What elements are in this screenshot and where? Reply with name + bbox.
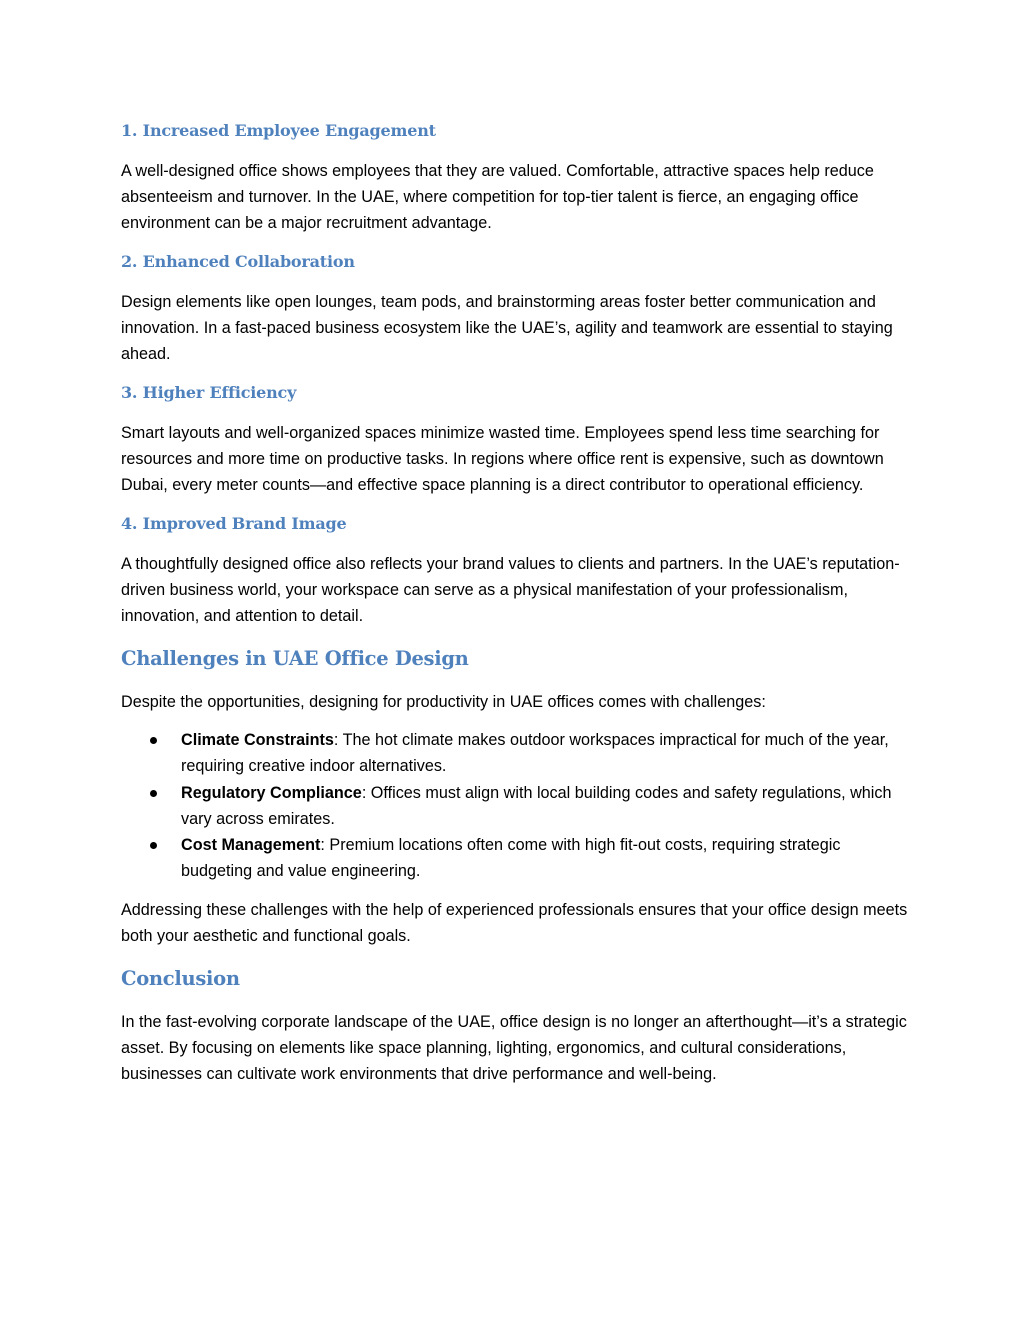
bullet-icon <box>150 842 157 849</box>
section-body-brand-image: A thoughtfully designed office also reflects your brand values to clients and partners. In the UAE’s reputation-driven business world, your workspace can serve as a physical manifestation of your professionalism, innovation, and attention to detail. <box>121 555 900 625</box>
conclusion-body: In the fast-evolving corporate landscape of the UAE, office design is no longer an afterthought—it’s a strategic asset. By focusing on elements like space planning, lighting, ergonomics, and cultural considerations, businesses can cultivate work environments that drive performance and well-being. <box>121 1012 907 1083</box>
section-body-efficiency: Smart layouts and well-organized spaces minimize wasted time. Employees spend less time searching for resources and more time on productive tasks. In regions where office rent is expensive, such as downtown Dubai, every meter counts—and effective space planning is a direct contributor to operational efficiency. <box>121 424 884 494</box>
list-item-term: Cost Management <box>181 836 321 855</box>
document-page <box>121 117 911 1087</box>
bullet-icon <box>150 737 157 744</box>
bullet-icon <box>150 790 157 797</box>
conclusion-heading: Conclusion <box>121 966 240 990</box>
section-heading-engagement: 1. Increased Employee Engagement <box>121 121 436 140</box>
challenges-list <box>121 727 911 885</box>
list-item-text: : Premium locations often come with high fit-out costs, requiring strategic budgeting and value engineering. <box>181 836 841 881</box>
section-heading-brand-image: 4. Improved Brand Image <box>121 514 347 533</box>
list-item-text: : Offices must align with local building codes and safety regulations, which vary across emirates. <box>181 783 892 828</box>
list-item-term: Climate Constraints <box>181 731 334 749</box>
challenges-intro: Despite the opportunities, designing for productivity in UAE offices comes with challenges: <box>121 693 766 711</box>
list-item-text: : The hot climate makes outdoor workspaces impractical for much of the year, requiring creative indoor alternatives. <box>181 731 889 776</box>
challenges-outro: Addressing these challenges with the help of experienced professionals ensures that your office design meets both your aesthetic and functional goals. <box>121 900 908 945</box>
list-item <box>121 727 911 780</box>
section-body-engagement: A well-designed office shows employees that they are valued. Comfortable, attractive spaces help reduce absenteeism and turnover. In the UAE, where competition for top-tier talent is fierce, an engaging office environment can be a major recruitment advantage. <box>121 162 874 232</box>
challenges-heading: Challenges in UAE Office Design <box>121 647 469 670</box>
section-heading-collaboration: 2. Enhanced Collaboration <box>121 252 355 271</box>
section-heading-efficiency: 3. Higher Efficiency <box>121 383 297 402</box>
list-item <box>121 832 911 885</box>
list-item-term: Regulatory Compliance <box>181 783 362 802</box>
list-item <box>121 780 911 833</box>
section-body-collaboration: Design elements like open lounges, team pods, and brainstorming areas foster better communication and innovation. In a fast-paced business ecosystem like the UAE’s, agility and teamwork are essential to staying ahead. <box>121 293 893 363</box>
